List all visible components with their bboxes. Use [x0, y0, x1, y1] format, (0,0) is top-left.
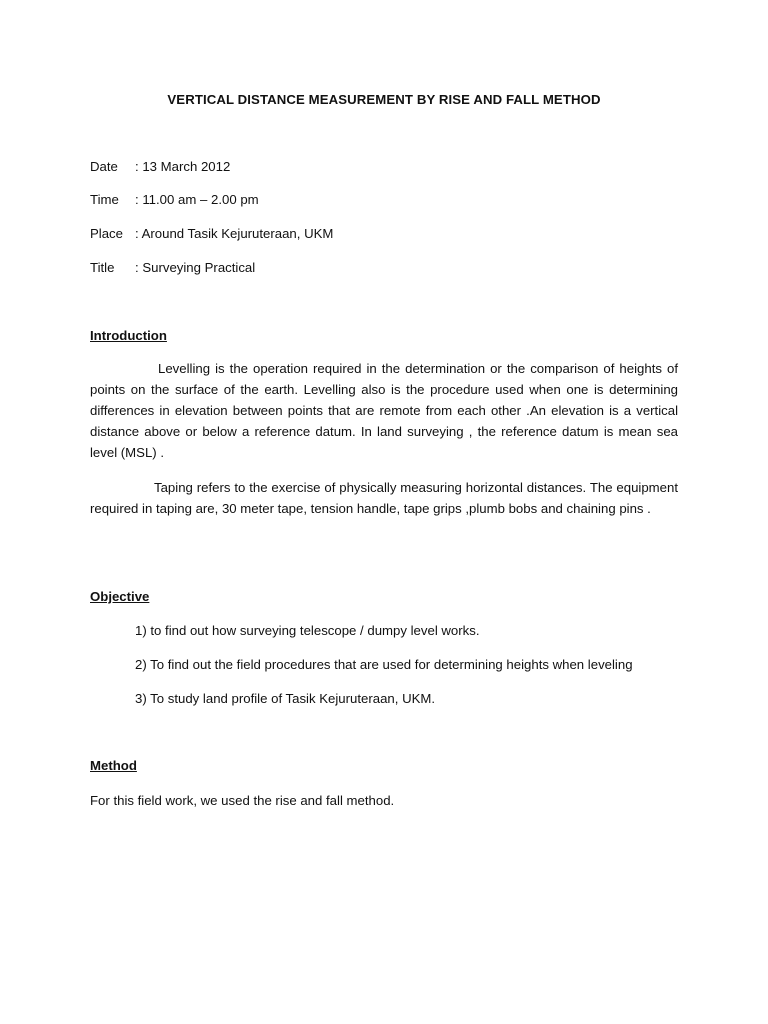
meta-label: Title: [90, 260, 115, 275]
objective-heading: Objective: [90, 589, 150, 604]
method-heading: Method: [90, 758, 137, 773]
method-text: For this field work, we used the rise and fall method.: [90, 793, 395, 808]
meta-label: Date: [90, 159, 118, 174]
meta-value: : 13 March 2012: [135, 159, 231, 174]
meta-label: Place: [90, 226, 123, 241]
meta-row-title: [90, 258, 678, 278]
objective-item: 3) To study land profile of Tasik Kejuruteraan, UKM.: [135, 691, 436, 706]
meta-value: : Surveying Practical: [135, 260, 256, 275]
objective-item: 1) to find out how surveying telescope / dumpy level works.: [135, 623, 480, 638]
introduction-paragraph: Levelling is the operation required in the determination or the comparison of heights of points on the surface of the earth. Levelling also is the procedure used when one is determining differences in elevation between points that are remote from each other .An elevation is a vertical distance above or below a reference datum. In land surveying , the reference datum is mean sea level (MSL) .: [90, 361, 678, 460]
meta-row-place: [90, 224, 678, 244]
meta-row-date: [90, 157, 678, 177]
meta-label: Time: [90, 192, 119, 207]
objective-item: 2) To find out the field procedures that are used for determining heights when leveling: [135, 657, 633, 672]
meta-value: : 11.00 am – 2.00 pm: [135, 192, 259, 207]
introduction-heading: Introduction: [90, 328, 167, 343]
taping-paragraph: Taping refers to the exercise of physically measuring horizontal distances. The equipment required in taping are, 30 meter tape, tension handle, tape grips ,plumb bobs and chaining pins .: [90, 480, 678, 516]
meta-row-time: [90, 190, 678, 210]
meta-value: : Around Tasik Kejuruteraan, UKM: [135, 226, 334, 241]
document-title: VERTICAL DISTANCE MEASUREMENT BY RISE AND FALL METHOD: [167, 92, 601, 107]
